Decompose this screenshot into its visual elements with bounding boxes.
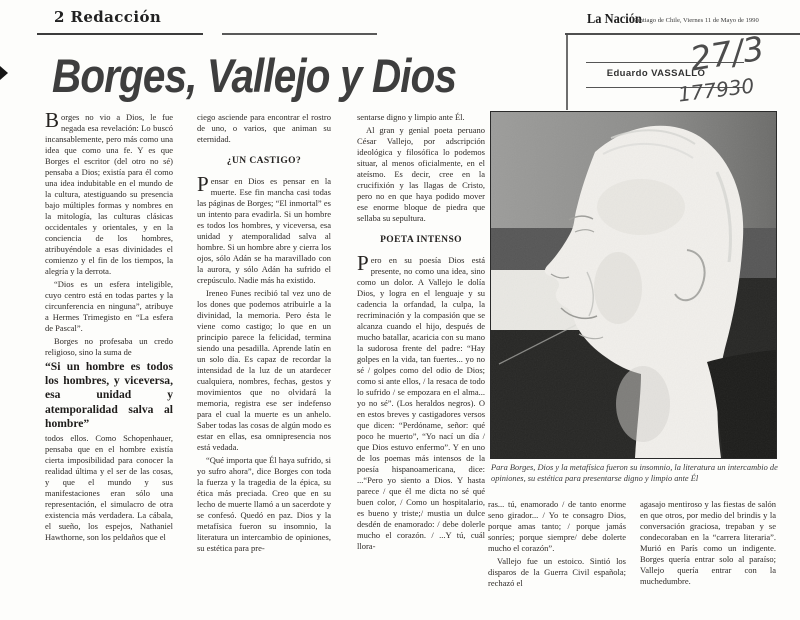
paragraph: Pensar en Dios es pensar en la muerte. Ese fin mancha casi todas las páginas de Borges; “El inmortal” es un intento para evadirla. Si un hombre es todos los hombres, y viceversa, esa unidad y atemporalidad salva al hombre. Si un hombre abre y cierra los ojos, sólo Adán se ha maravillado con la aurora, y sólo Adán ha sufrido el crepúsculo. Nadie más ha existido. [197, 172, 331, 285]
section-label: 2 Redacción [54, 8, 162, 26]
paragraph: ciego asciende para encontrar el rostro de uno, o varios, que animan su eternidad. [197, 112, 331, 144]
paragraph: Borges no profesaba un credo religioso, sino la suma de [45, 336, 173, 357]
handwritten-mark-bottom: 177930 [676, 73, 756, 107]
column-3 [357, 112, 485, 618]
column-1 [45, 112, 173, 618]
paragraph: Al gran y genial poeta peruano César Vallejo, por adscripción ideológica y filosófica lo podemos situar, al menos oficialmente, en el ateísmo. Es decir, cree en la crucifixión y las llagas de Cristo, pero no en que haya podido mover ese enorme bloque de piedra que sellaba su sepultura. [357, 125, 485, 223]
scan-mark [0, 66, 8, 80]
article-title: Borges, Vallejo y Dios [52, 49, 457, 102]
subhead-poeta-intenso: POETA INTENSO [380, 235, 462, 245]
pull-quote: “Si un hombre es todos los hombres, y viceversa, esa unidad y atemporalidad salva al hombre” [45, 360, 173, 430]
handwritten-mark-top: 27/3 [687, 28, 767, 79]
subhead-un-castigo: ¿UN CASTIGO? [226, 156, 302, 166]
paragraph: “Qué importa que Él haya sufrido, si yo sufro ahora”, dice Borges con toda la fuerza y la tragedia de la épica, su ética más preciada. Creo que en su lecho de muerte llamó a un sacerdote y se confesó. Quedó en paz. Dios y la metafísica fueron su insomnio, la literatura un intercambio de opiniones, su estética para pre- [197, 455, 331, 553]
byline: Eduardo VASSALLO [606, 68, 706, 79]
paragraph: Ireneo Funes recibió tal vez uno de los dones que podemos atribuirle a la divinidad, la memoria. Pero ésta le viene como castigo; lo que en un principio parece la felicidad, termina siendo una pesadilla. Aprende latín en un solo día. Es capaz de recordar la intensidad de la luz de un atardecer cualquiera, nombres, fechas, gestos y movimientos que no olvidará la memoria, registra ese ser indefenso para el cual la muerte es un anhelo. Saber todas las cosas de algún modo es estar en ellas, esa omnipresencia nos está vedada. [197, 288, 331, 452]
header-rule-left [37, 33, 203, 35]
paragraph: ras... tú, enamorado / de tanto enorme seno girador... / Yo te consagro Dios, porque amas tanto; / porque jamás sonríes; porque siempre/ debe dolerte mucho el corazón”. [488, 499, 626, 553]
header-rule-right [565, 33, 800, 35]
photo-grain [491, 112, 776, 458]
paragraph: agasajo mentiroso y las fiestas de salón en que otros, por medio del brindis y la conversación graciosa, trepaban y se condecoraban en la “carrera literaria”. Murió en París como un indigente. Borges quería entrar solo al paraíso; Vallejo quería entrar con la muchedumbre. [640, 499, 776, 586]
masthead: La Nación [587, 11, 642, 26]
header-rule-middle [222, 33, 377, 35]
paragraph: sentarse digno y limpio ante Él. [357, 112, 465, 122]
paragraph: Borges no vio a Dios, le fue negada esa revelación: Lo buscó incansablemente, pero más como una idea que como una fe. Y es que Borges el escritor (del otro no sé) pensaba a Dios; existía para él como una idea indubitable en el mundo de la cultura, atestiguando su presencia bajo múltiples formas y nombres en la mitología, las culturas clásicas occidentales y orientales, y en la conciencia de los hombres, atribuyéndole a esas divinidades el comienzo y el fin de los tiempos, la alegría y la derrota. [45, 112, 173, 276]
column-4 [488, 499, 626, 618]
paragraph: “Dios es un esfera inteligible, cuyo centro está en todas partes y la circunferencia en ninguna”, atribuye a Hermes Trimegisto en “La esfera de Pascal”. [45, 279, 173, 333]
column-2 [197, 112, 331, 618]
dateline: Santiago de Chile, Viernes 11 de Mayo de 1990 [633, 17, 759, 24]
paragraph: todos ellos. Como Schopenhauer, pensaba que en el hombre existía cierta imposibilidad para conocer la realidad última y el ser de las cosas, y que el mundo y sus manifestaciones eran sólo una representación, el simulacro de otra existencia más verdadera. La cábala, el sueño, los espejos, Nathaniel Hawthorne, son los peldaños que el [45, 433, 173, 543]
paragraph: Vallejo fue un estoico. Sintió los disparos de la Guerra Civil española; rechazó el [488, 556, 626, 588]
borges-photo [490, 111, 777, 459]
paragraph: Pero en su poesía Dios está presente, no como una idea, sino como un dolor. A Vallejo le dolía Dios, y logra en el lenguaje y su cadencia la orfandad, la culpa, la recriminación y la compasión que se alcanza cuando el hijo, después de mucho batallar, acaricia con su mano la sudorosa frente del padre: “Hay golpes en la vida, tan fuertes... yo no sé / golpes como del odio de Dios; como si ante ellos, / la resaca de todo lo sufrido / se empozara en el alma... yo no sé”. (Los heraldos negros). O en estos breves y castigadores versos que dicen: “Perdóname, señor: qué poco he muerto”, “Yo nací un día / que Dios estuvo enfermo”. Y en uno de los poemas más intensos de la poesía hispanoamericana, dice: ...“Pero yo siento a Dios. Y hasta parece / que él me dicta no sé qué buen color, / Como un hospitalario, es bueno y triste;/ mustia un dulce desdén de enamorado: / debe dolerle mucho el corazón. / ...Y tú, cuál llora- [357, 251, 485, 551]
column-5 [640, 499, 776, 618]
photo-caption: Para Borges, Dios y la metafísica fueron su insomnio, la literatura un intercambio de opiniones, su estética para presentarse digno y limpio ante Él [491, 463, 778, 483]
